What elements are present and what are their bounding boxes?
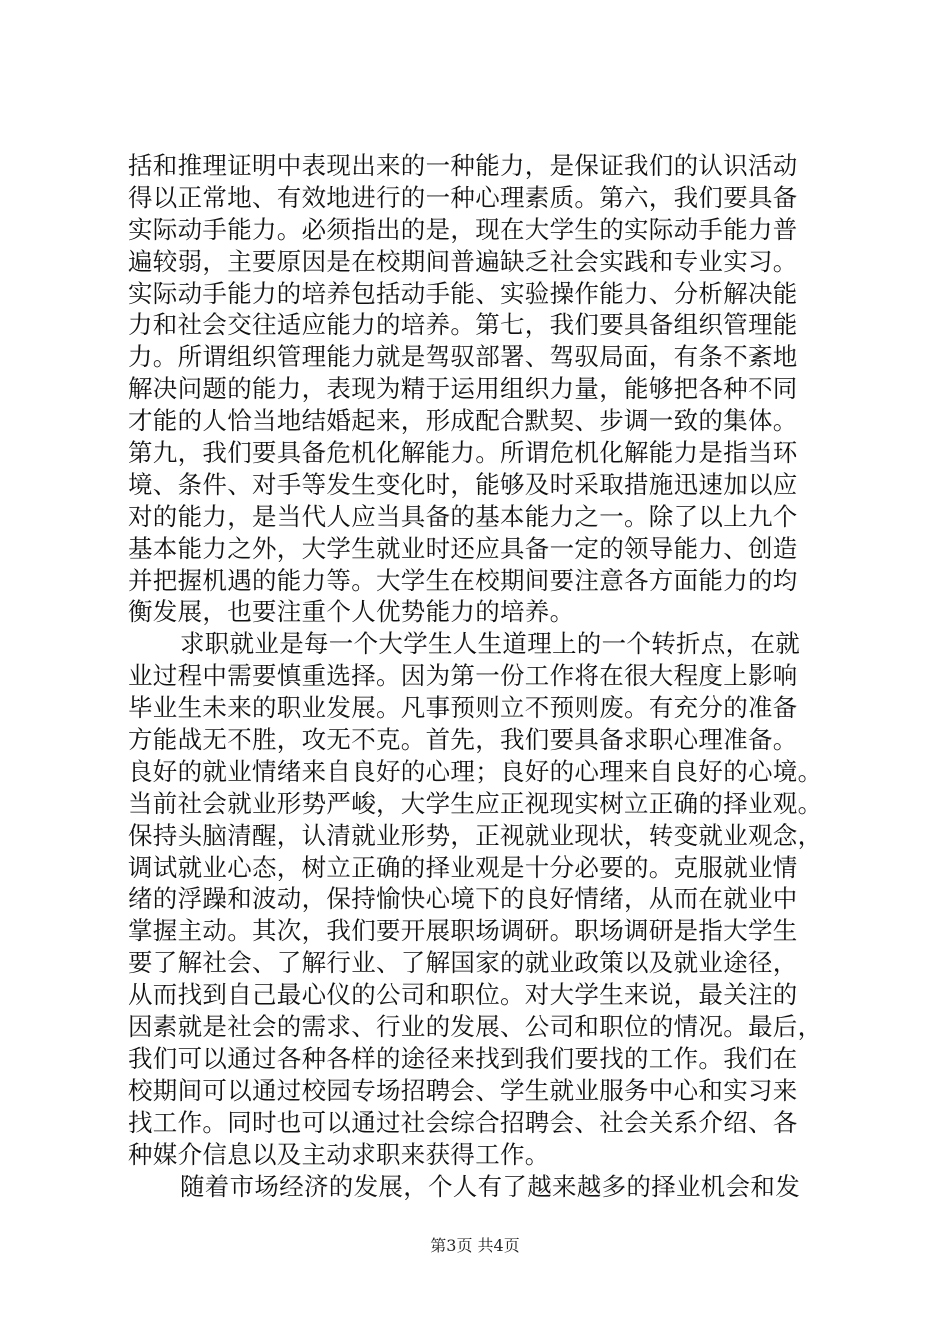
text-line: 要了解社会、了解行业、了解国家的就业政策以及就业途径， — [128, 948, 798, 978]
text-line: 第九，我们要具备危机化解能力。所谓危机化解能力是指当环 — [128, 438, 798, 468]
text-line: 毕业生未来的职业发展。凡事预则立不预则废。有充分的准备 — [128, 693, 798, 723]
text-line: 保持头脑清醒，认清就业形势，正视就业现状，转变就业观念， — [128, 820, 823, 850]
text-line: 境、条件、对手等发生变化时，能够及时采取措施迅速加以应 — [128, 469, 798, 499]
text-line: 才能的人恰当地结婚起来，形成配合默契、步调一致的集体。 — [128, 406, 798, 436]
text-line: 解决问题的能力，表现为精于运用组织力量，能够把各种不同 — [128, 374, 798, 404]
text-line: 从而找到自己最心仪的公司和职位。对大学生来说，最关注的 — [128, 980, 798, 1010]
paragraph — [128, 150, 838, 628]
text-line: 力和社会交往适应能力的培养。第七，我们要具备组织管理能 — [128, 310, 798, 340]
text-line: 遍较弱，主要原因是在校期间普遍缺乏社会实践和专业实习。 — [128, 246, 798, 276]
text-line: 方能战无不胜，攻无不克。首先，我们要具备求职心理准备。 — [128, 725, 798, 755]
paragraph — [128, 1171, 838, 1203]
text-line: 绪的浮躁和波动，保持愉快心境下的良好情绪，从而在就业中 — [128, 884, 798, 914]
text-line: 当前社会就业形势严峻，大学生应正视现实树立正确的择业观。 — [128, 788, 823, 818]
text-line: 因素就是社会的需求、行业的发展、公司和职位的情况。最后， — [128, 1012, 823, 1042]
text-line: 基本能力之外，大学生就业时还应具备一定的领导能力、创造 — [128, 533, 798, 563]
text-line: 实际动手能力的培养包括动手能、实验操作能力、分析解决能 — [128, 278, 798, 308]
text-line: 找工作。同时也可以通过社会综合招聘会、社会关系介绍、各 — [128, 1107, 798, 1137]
body-text — [128, 150, 838, 1202]
text-line: 种媒介信息以及主动求职来获得工作。 — [128, 1139, 550, 1169]
text-line: 得以正常地、有效地进行的一种心理素质。第六，我们要具备 — [128, 182, 798, 212]
text-line: 对的能力，是当代人应当具备的基本能力之一。除了以上九个 — [128, 501, 798, 531]
text-line: 良好的就业情绪来自良好的心理；良好的心理来自良好的心境。 — [128, 756, 823, 786]
text-line: 求职就业是每一个大学生人生道理上的一个转折点，在就 — [180, 629, 800, 659]
text-line: 并把握机遇的能力等。大学生在校期间要注意各方面能力的均 — [128, 565, 798, 595]
text-line: 实际动手能力。必须指出的是，现在大学生的实际动手能力普 — [128, 214, 798, 244]
page-footer: 第3页 共4页 — [430, 1236, 520, 1255]
text-line: 校期间可以通过校园专场招聘会、学生就业服务中心和实习来 — [128, 1075, 798, 1105]
text-line: 括和推理证明中表现出来的一种能力，是保证我们的认识活动 — [128, 151, 798, 180]
paragraph — [128, 628, 838, 1170]
text-line: 我们可以通过各种各样的途径来找到我们要找的工作。我们在 — [128, 1043, 798, 1073]
text-line: 调试就业心态，树立正确的择业观是十分必要的。克服就业情 — [128, 852, 798, 882]
text-line: 业过程中需要慎重选择。因为第一份工作将在很大程度上影响 — [128, 661, 798, 691]
text-line: 掌握主动。其次，我们要开展职场调研。职场调研是指大学生 — [128, 916, 798, 946]
text-line: 随着市场经济的发展，个人有了越来越多的择业机会和发 — [180, 1171, 800, 1201]
text-line: 力。所谓组织管理能力就是驾驭部署、驾驭局面，有条不紊地 — [128, 342, 798, 372]
text-line: 衡发展，也要注重个人优势能力的培养。 — [128, 597, 575, 627]
